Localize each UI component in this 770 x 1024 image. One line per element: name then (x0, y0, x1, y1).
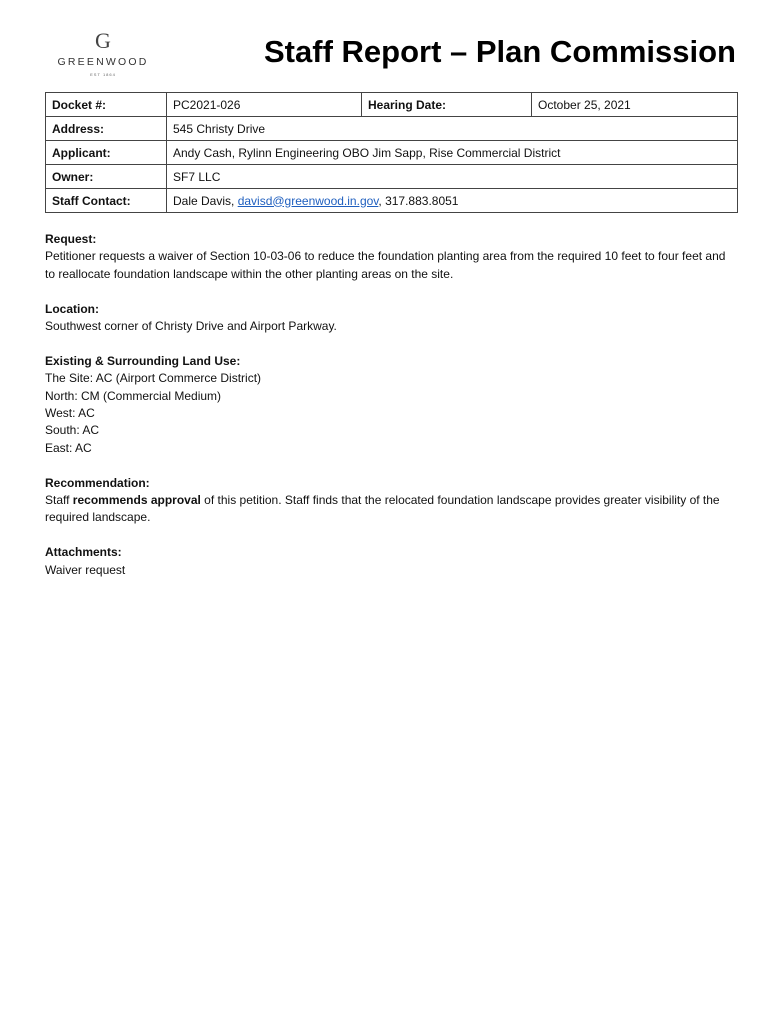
address-value: 545 Christy Drive (167, 117, 738, 141)
docket-value: PC2021-026 (167, 93, 362, 117)
docket-label: Docket #: (46, 93, 167, 117)
recommendation-heading: Recommendation: (45, 475, 150, 490)
land-use-west: West: AC (45, 406, 95, 421)
recommendation-pre: Staff (45, 493, 73, 508)
table-row (46, 117, 738, 141)
logo-letter: G (95, 28, 111, 53)
table-row (46, 141, 738, 165)
page-title: Staff Report – Plan Commission (264, 34, 736, 69)
logo-established: EST 1864 (90, 72, 116, 77)
land-use-east: East: AC (45, 440, 92, 455)
owner-value: SF7 LLC (167, 165, 738, 189)
case-info-table (45, 92, 738, 213)
applicant-value: Andy Cash, Rylinn Engineering OBO Jim Sapp, Rise Commercial District (167, 141, 738, 165)
land-use-site: The Site: AC (Airport Commerce District) (45, 371, 262, 386)
land-use-section (45, 353, 735, 457)
recommendation-text (45, 492, 735, 527)
land-use-south: South: AC (45, 423, 100, 438)
table-row (46, 189, 738, 213)
applicant-label: Applicant: (46, 141, 167, 165)
staff-contact-label: Staff Contact: (46, 189, 167, 213)
location-text: Southwest corner of Christy Drive and Airport Parkway. (45, 319, 337, 334)
land-use-north: North: CM (Commercial Medium) (45, 388, 222, 403)
recommendation-section (45, 475, 735, 527)
attachments-text: Waiver request (45, 562, 126, 577)
contact-email-link[interactable]: davisd@greenwood.in.gov (237, 193, 379, 208)
request-heading: Request: (45, 232, 97, 246)
table-row (46, 93, 738, 117)
land-use-heading: Existing & Surrounding Land Use: (45, 353, 241, 368)
location-section (45, 301, 735, 336)
hearing-date-value: October 25, 2021 (532, 93, 738, 117)
location-heading: Location: (45, 301, 99, 316)
recommendation-emphasis: recommends approval (72, 493, 201, 508)
attachments-heading: Attachments: (45, 545, 122, 560)
contact-phone: , 317.883.8051 (378, 193, 459, 208)
staff-contact-value (167, 189, 738, 213)
address-label: Address: (46, 117, 167, 141)
request-section (45, 231, 735, 283)
logo-name: GREENWOOD (57, 56, 149, 68)
recommendation-post: of this petition. Staff finds that the relocated foundation landscape provides greater visibility of the required landscape. (45, 493, 720, 525)
report-body (45, 231, 735, 596)
request-text: Petitioner requests a waiver of Section 10-03-06 to reduce the foundation planting area from the required 10 feet to four feet and to reallocate foundation landscape within the other planting areas on the site. (45, 249, 726, 281)
contact-name: Dale Davis, (173, 193, 238, 208)
table-row (46, 165, 738, 189)
greenwood-logo (50, 30, 156, 76)
hearing-date-label: Hearing Date: (362, 93, 532, 117)
owner-label: Owner: (46, 165, 167, 189)
attachments-section (45, 544, 735, 579)
